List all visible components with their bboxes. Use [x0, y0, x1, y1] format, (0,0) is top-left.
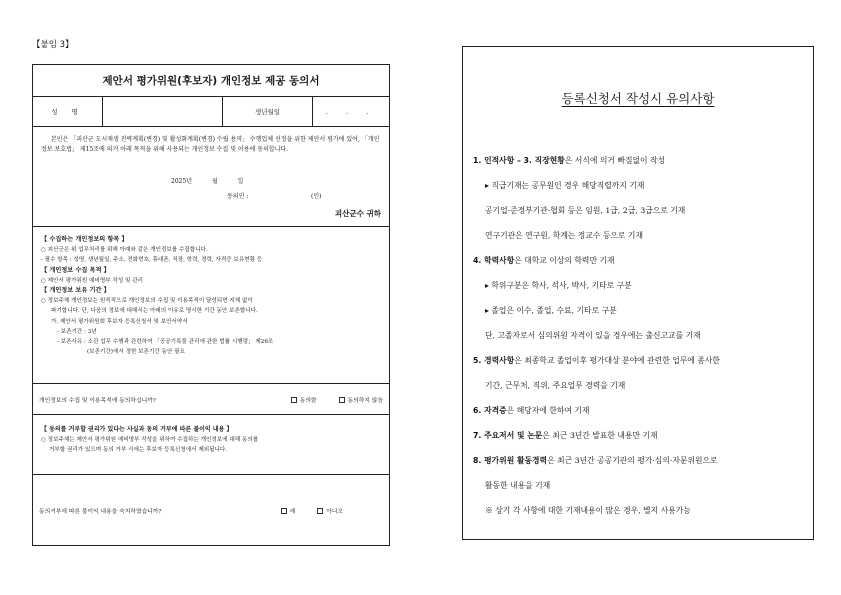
refuse-line-2: 거부할 권리가 있으며 동의 거부 시에는 후보자 등록신청에서 제외됩니다. [49, 447, 228, 453]
yes-checkbox[interactable]: 예 [281, 506, 296, 515]
checkbox-icon [339, 397, 345, 403]
consent-form [32, 64, 390, 546]
retention-line-2: 파기합니다. 단, 다음의 정보에 대해서는 아래의 이유로 명시한 기간 동안 보존합니다. [51, 308, 258, 315]
guide-item-1-bullet-1: ▸ 직급기재는 공무원인 경우 해당직렬까지 기재 [485, 181, 645, 190]
guide-item-4-sub-1: 단, 고졸자로서 심의위원 자격이 있을 경우에는 출신고교를 기재 [485, 331, 701, 340]
consent-question: 개인정보의 수집 및 이용목적에 동의하십니까? [39, 397, 156, 404]
form-title: 제안서 평가위원(후보자) 개인정보 제공 동의서 [33, 65, 389, 97]
guide-item-4-bullet-2: ▸ 졸업은 이수, 졸업, 수료, 기타로 구분 [485, 306, 617, 315]
refuse-line-1: ○ 정보주체는 제안서 평가위원 예비명부 작성을 위하여 수집하는 개인정보에 대해 동의를 [41, 437, 259, 443]
retention-line-1: ○ 정보주체 개인정보는 원칙적으로 개인정보의 수집 및 이용목적이 달성되면 지체 없이 [41, 298, 253, 305]
retention-line-4: - 보존기간 : 3년 [57, 328, 97, 335]
consent-question-row [33, 384, 389, 415]
retention-line-5: - 보존사유 : 소관 업무 수행과 관련하여 「공공기록물 관리에 관한 법률 시행령」 제26조 [57, 339, 274, 346]
guide-title: 등록신청서 작성시 유의사항 [561, 91, 715, 106]
collect-line-1: ○ 괴산군은 위 업무처리를 위해 아래와 같은 개인정보를 수집합니다. [41, 247, 208, 254]
collect-header: 【 수집하는 개인정보의 항목 】 [41, 236, 128, 243]
guide-panel [462, 46, 814, 540]
guide-item-1-sub-2: 연구기관은 연구원, 학계는 정교수 등으로 기재 [485, 231, 643, 240]
info-section [33, 227, 389, 384]
checkbox-icon [281, 508, 287, 514]
collect-line-2: - 필수 항목 : 성명, 생년월일, 주소, 전화번호, 휴대폰, 직장, 학력, 경력, 자격증 보유현황 등 [41, 257, 263, 264]
agree-checkbox[interactable]: 동의함 [291, 395, 317, 404]
guide-item-6: 6. 자격증은 해당자에 한하여 기재 [473, 406, 590, 415]
guide-note: ※ 상기 각 사항에 대한 기재내용이 많은 경우, 별지 사용가능 [485, 506, 691, 515]
guide-item-5-cont: 기간, 근무처, 직위, 주요업무 경력을 기재 [485, 381, 626, 390]
name-field[interactable] [103, 97, 223, 126]
refuse-section [33, 415, 389, 475]
refuse-header: 【 동의를 거부할 권리가 있다는 사실과 동의 거부에 따른 불이익 내용 】 [41, 426, 233, 433]
retention-line-6: (보존기간)에서 정한 보존기간 동안 필요 [87, 349, 185, 356]
guide-item-5: 5. 경력사항은 최종학교 졸업이후 평가대상 분야에 관련한 업무에 종사한 [473, 356, 720, 365]
seal-label: (인) [311, 193, 322, 200]
consent-text: 본인은 「괴산군 도시재생 전략계획(변경) 및 활성화계획(변경) 수립 용역」 수행업체 선정을 위한 제안서 평가에 있어, 「개인정보 보호법」 제15조에 의거 아래 목적을 위해 사용되는 개인정보 수집 및 이용에 동의합니다. [41, 136, 380, 153]
purpose-line: ○ 제안서 평가위원 예비명부 작성 및 관리 [41, 277, 144, 284]
guide-item-8-cont: 활동한 내용을 기재 [485, 481, 551, 490]
retention-line-3: 가. 제안서 평가위원회 후보자 등록신청서 및 보안서약서 [51, 318, 188, 325]
disagree-checkbox[interactable]: 동의하지 않음 [339, 395, 383, 404]
addressee: 괴산군수 귀하 [334, 209, 381, 218]
retention-header: 【 개인정보 보유 기간 】 [41, 287, 110, 295]
date-line: 2025년 월 일 [171, 178, 244, 185]
guide-item-1-sub-1: 공기업·준정부기관·협회 등은 임원, 1급, 2급, 3급으로 기재 [485, 206, 686, 215]
birth-field[interactable]: . . . [325, 107, 377, 116]
guide-item-4: 4. 학력사항은 대학교 이상의 학력만 기재 [473, 256, 615, 265]
guide-item-7: 7. 주요저서 및 논문은 최근 3년간 발표한 내용만 기재 [473, 431, 658, 440]
no-checkbox[interactable]: 아니오 [317, 506, 343, 515]
checkbox-icon [317, 508, 323, 514]
attachment-label: 【붙임 3】 [32, 40, 74, 50]
guide-item-1: 1. 인적사항 – 3. 직장현황은 서식에 의거 빠짐없이 작성 [473, 156, 666, 165]
consent-section [33, 127, 389, 227]
birth-label: 생년월일 [223, 97, 313, 126]
agreer-label: 동의인 : [227, 193, 249, 200]
purpose-header: 【 개인정보 수집 목적 】 [41, 266, 110, 274]
guide-item-8: 8. 평가위원 활동경력은 최근 3년간 공공기관의 평가·심의·자문위원으로 [473, 456, 718, 465]
checkbox-icon [291, 397, 297, 403]
acknowledge-question: 동의거부에 따른 불이익 내용을 숙지하였습니까? [39, 508, 162, 515]
name-row [33, 97, 389, 127]
acknowledge-question-row [33, 475, 389, 545]
name-label: 성 명 [33, 97, 103, 126]
guide-item-4-bullet-1: ▸ 학위구분은 학사, 석사, 박사, 기타로 구분 [485, 281, 632, 290]
